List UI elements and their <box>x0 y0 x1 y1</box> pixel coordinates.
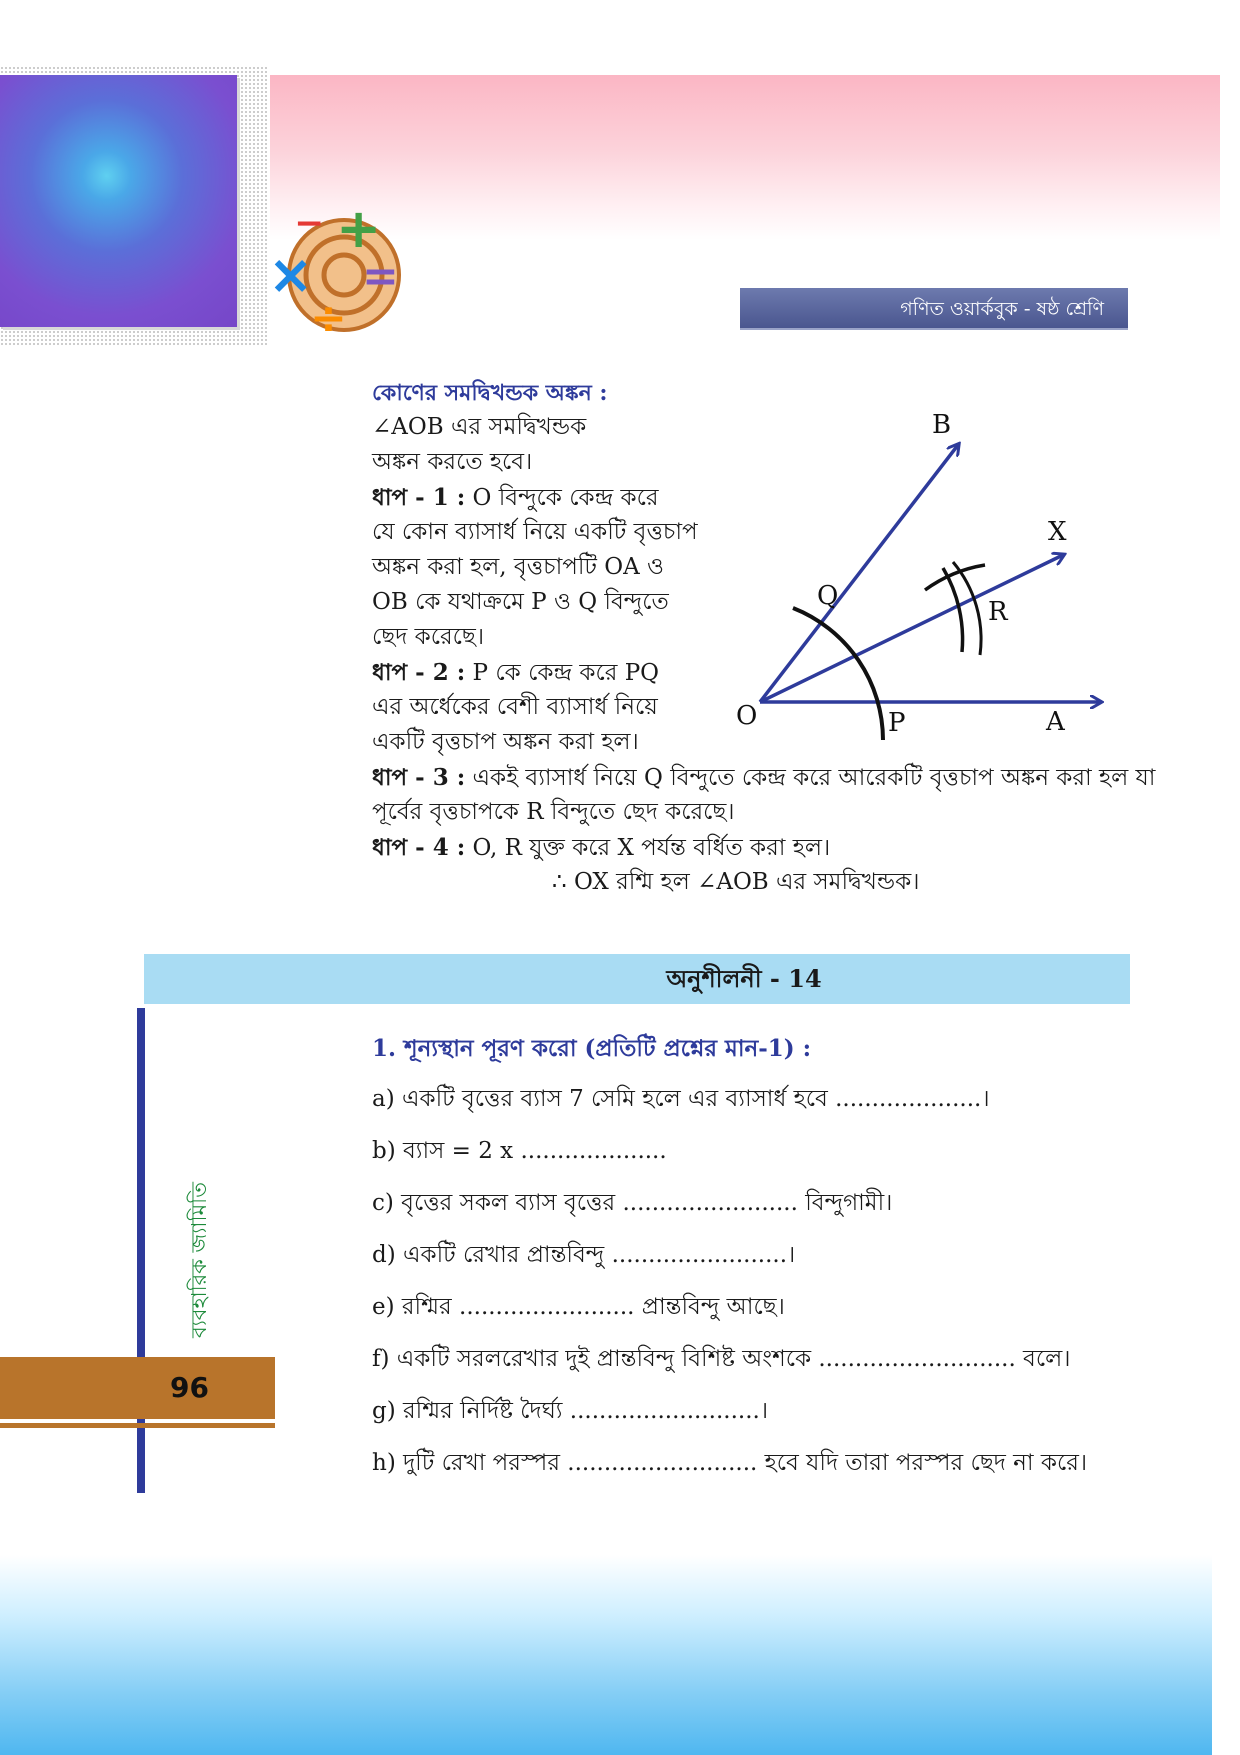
intro-line-1: ∠AOB এর সমদ্বিখন্ডক <box>372 414 587 440</box>
ray-ox <box>760 555 1063 702</box>
math-symbols-logo <box>266 205 416 345</box>
step-1-line-1 <box>372 480 659 516</box>
question-item-b: b) ব্যাস = 2 x .................... <box>372 1138 667 1164</box>
step-1-line-3: অঙ্কন করা হল, বৃত্তচাপটি OA ও <box>372 554 664 580</box>
intro-line-2: অঙ্কন করতে হবে। <box>372 449 533 475</box>
question-item-f: f) একটি সরলরেখার দুই প্রান্তবিন্দু বিশিষ্ট অংশকে ........................... বলে। <box>372 1346 1071 1372</box>
times-symbol: × <box>268 243 314 306</box>
step-1-label: ধাপ - 1 : <box>372 484 466 511</box>
step-3-line-1 <box>372 760 1155 796</box>
label-o: O <box>736 701 758 731</box>
label-r: R <box>988 597 1008 627</box>
divide-symbol: ÷ <box>310 293 347 344</box>
step-2-line-2: এর অর্ধেকের বেশী ব্যাসার্ধ নিয়ে <box>372 694 658 720</box>
question-item-a: a) একটি বৃত্তের ব্যাস 7 সেমি হলে এর ব্যাসার্ধ হবে ....................। <box>372 1086 990 1112</box>
page-number: 96 <box>170 1371 209 1404</box>
label-x: X <box>1048 517 1067 547</box>
step-3-label: ধাপ - 3 : <box>372 764 466 791</box>
book-title-banner: গণিত ওয়ার্কবুক - ষষ্ঠ শ্রেণি <box>740 288 1128 330</box>
minus-symbol: − <box>294 205 325 244</box>
page-tab-underline <box>0 1423 275 1428</box>
label-p: P <box>888 708 906 738</box>
step-3-line-2: পূর্বের বৃত্তচাপকে R বিন্দুতে ছেদ করেছে। <box>372 799 735 825</box>
plus-symbol: + <box>336 205 382 260</box>
question-item-c: c) বৃত্তের সকল ব্যাস বৃত্তের ........................ বিন্দুগামী। <box>372 1190 893 1216</box>
angle-bisector-diagram <box>725 400 1125 750</box>
step-1-line-4: OB কে যথাক্রমে P ও Q বিন্দুতে <box>372 589 669 615</box>
step-4-text: O, R যুক্ত করে X পর্যন্ত বর্ধিত করা হল। <box>465 835 831 861</box>
exercise-title: অনুশীলনী - 14 <box>666 964 822 993</box>
step-1-line-5: ছেদ করেছে। <box>372 624 485 650</box>
step-3-text: একই ব্যাসার্ধ নিয়ে Q বিন্দুতে কেন্দ্র করে আরেকটি বৃত্তচাপ অঙ্কন করা হল যা <box>465 765 1156 791</box>
arc-r-second <box>953 562 981 655</box>
step-2-label: ধাপ - 2 : <box>372 659 466 686</box>
corner-gradient-square <box>0 75 237 327</box>
step-2-line-3: একটি বৃত্তচাপ অঙ্কন করা হল। <box>372 729 639 755</box>
conclusion-line: ∴ OX রশ্মি হল ∠AOB এর সমদ্বিখন্ডক। <box>552 869 920 895</box>
step-1-line-2: যে কোন ব্যাসার্ধ নিয়ে একটি বৃত্তচাপ <box>372 519 698 545</box>
step-4-line <box>372 830 830 866</box>
label-q: Q <box>817 581 839 611</box>
question-item-g: g) রশ্মির নির্দিষ্ট দৈর্ঘ্য ..........................। <box>372 1398 769 1424</box>
equals-symbol: = <box>362 251 399 302</box>
step-2-text: P কে কেন্দ্র করে PQ <box>465 660 660 686</box>
chapter-vertical-label: ব্যবহারিক জ্যামিতি <box>187 1182 211 1338</box>
footer-blue-gradient <box>0 1555 1212 1755</box>
question-item-h: h) দুটি রেখা পরস্পর .......................... হবে যদি তারা পরস্পর ছেদ না করে। <box>372 1450 1088 1476</box>
step-1-text: O বিন্দুকে কেন্দ্র করে <box>465 485 659 511</box>
question-item-e: e) রশ্মির ........................ প্রান্তবিন্দু আছে। <box>372 1294 785 1320</box>
section-heading: কোণের সমদ্বিখন্ডক অঙ্কন : <box>372 380 608 406</box>
question-item-d: d) একটি রেখার প্রান্তবিন্দু ........................। <box>372 1242 796 1268</box>
left-accent-bar <box>137 1008 145 1493</box>
label-a: A <box>1046 707 1065 737</box>
step-4-label: ধাপ - 4 : <box>372 834 466 861</box>
label-b: B <box>932 410 952 440</box>
step-2-line-1 <box>372 655 659 691</box>
arc-pq <box>793 608 883 740</box>
question-heading: 1. শূন্যস্থান পূরণ করো (প্রতিটি প্রশ্নের মান-1) : <box>372 1035 812 1062</box>
arc-from-p <box>925 565 985 590</box>
